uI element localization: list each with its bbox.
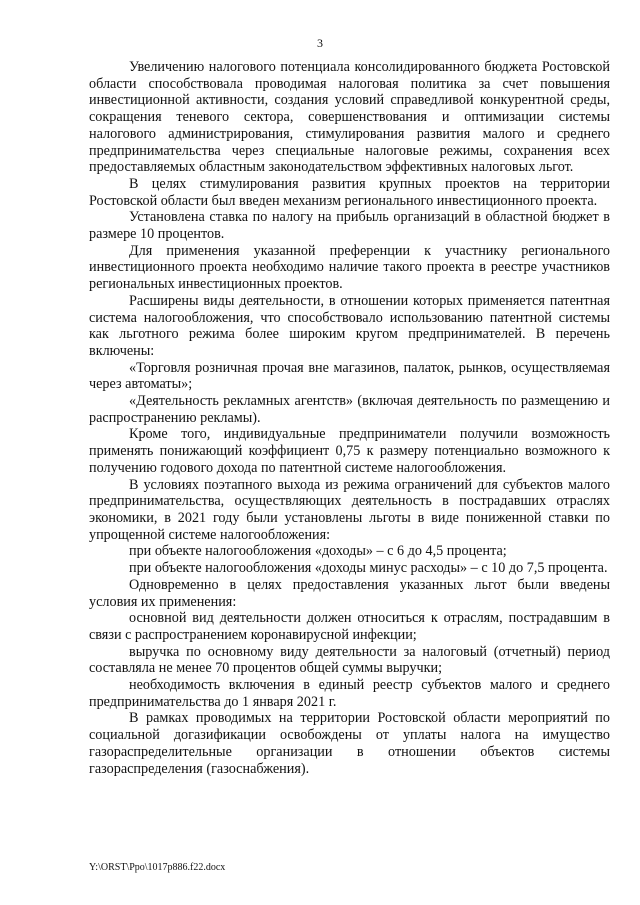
paragraph-relief-conditions: Одновременно в целях предоставления указанных льгот были введены условия их применения: <box>89 576 610 610</box>
paragraph-gasification: В рамках проводимых на территории Ростовской области мероприятий по социальной догазификации освобождены от уплаты налога на имущество газораспределительные организации в отношении объектов системы газораспределения (газоснабжения). <box>89 710 610 777</box>
footer-file-path: Y:\ORST\Ppo\1017p886.f22.docx <box>89 862 226 873</box>
paragraph-profit-tax-rate: Установлена ставка по налогу на прибыль организаций в областной бюджет в размере 10 процентов. <box>89 209 610 243</box>
paragraph-reducing-coefficient: Кроме того, индивидуальные предприниматели получили возможность применять понижающий коэффициент 0,75 к размеру потенциально возможного к получению годового дохода по патентной системе налогообложения. <box>89 426 610 476</box>
paragraph-condition-activity: основной вид деятельности должен относиться к отраслям, пострадавшим в связи с распространением коронавирусной инфекции; <box>89 610 610 643</box>
paragraph-condition-revenue: выручка по основному виду деятельности за налоговый (отчетный) период составляла не менее 70 процентов общей суммы выручки; <box>89 643 610 677</box>
paragraph-small-business-relief: В условиях поэтапного выхода из режима ограничений для субъектов малого предпринимательства, осуществляющих деятельность в пострадавших отраслях экономики, в 2021 году были установлены льготы в виде пониженной ставки по упрощенной системе налогообложения: <box>89 476 610 543</box>
paragraph-income-rate: при объекте налогообложения «доходы» – с 6 до 4,5 процента; <box>129 543 507 560</box>
paragraph-retail-vending: «Торговля розничная прочая вне магазинов, палаток, рынков, осуществляемая через автоматы»; <box>89 359 610 393</box>
paragraph-investment-projects: В целях стимулирования развития крупных проектов на территории Ростовской области был введен механизм регионального инвестиционного проекта. <box>89 175 610 209</box>
paragraph-advertising-agencies: «Деятельность рекламных агентств» (включая деятельность по размещению и распространению рекламы). <box>89 393 610 426</box>
document-body <box>89 59 610 777</box>
paragraph-income-minus-expenses-rate: при объекте налогообложения «доходы минус расходы» – с 10 до 7,5 процента. <box>129 560 608 577</box>
paragraph-preference-condition: Для применения указанной преференции к участнику регионального инвестиционного проекта необходимо наличие такого проекта в реестре участников региональных инвестиционных проектов. <box>89 242 610 293</box>
page-number: 3 <box>317 36 323 50</box>
paragraph-condition-registry: необходимость включения в единый реестр субъектов малого и среднего предпринимательства до 1 января 2021 г. <box>89 677 610 710</box>
paragraph-tax-policy: Увеличению налогового потенциала консолидированного бюджета Ростовской области способствовала проводимая налоговая политика за счет повышения инвестиционной активности, создания условий справедливой конкурентной среды, сокращения теневого сектора, совершенствования и оптимизации системы налогового администрирования, стимулирования развития малого и среднего предпринимательства через специальные налоговые режимы, сохранения всех предоставляемых областным законодательством эффективных налоговых льгот. <box>89 59 610 176</box>
paragraph-patent-system: Расширены виды деятельности, в отношении которых применяется патентная система налогообложения, что способствовало использованию патентной системы как льготного режима более широким кругом предпринимателей. В перечень включены: <box>89 292 610 359</box>
